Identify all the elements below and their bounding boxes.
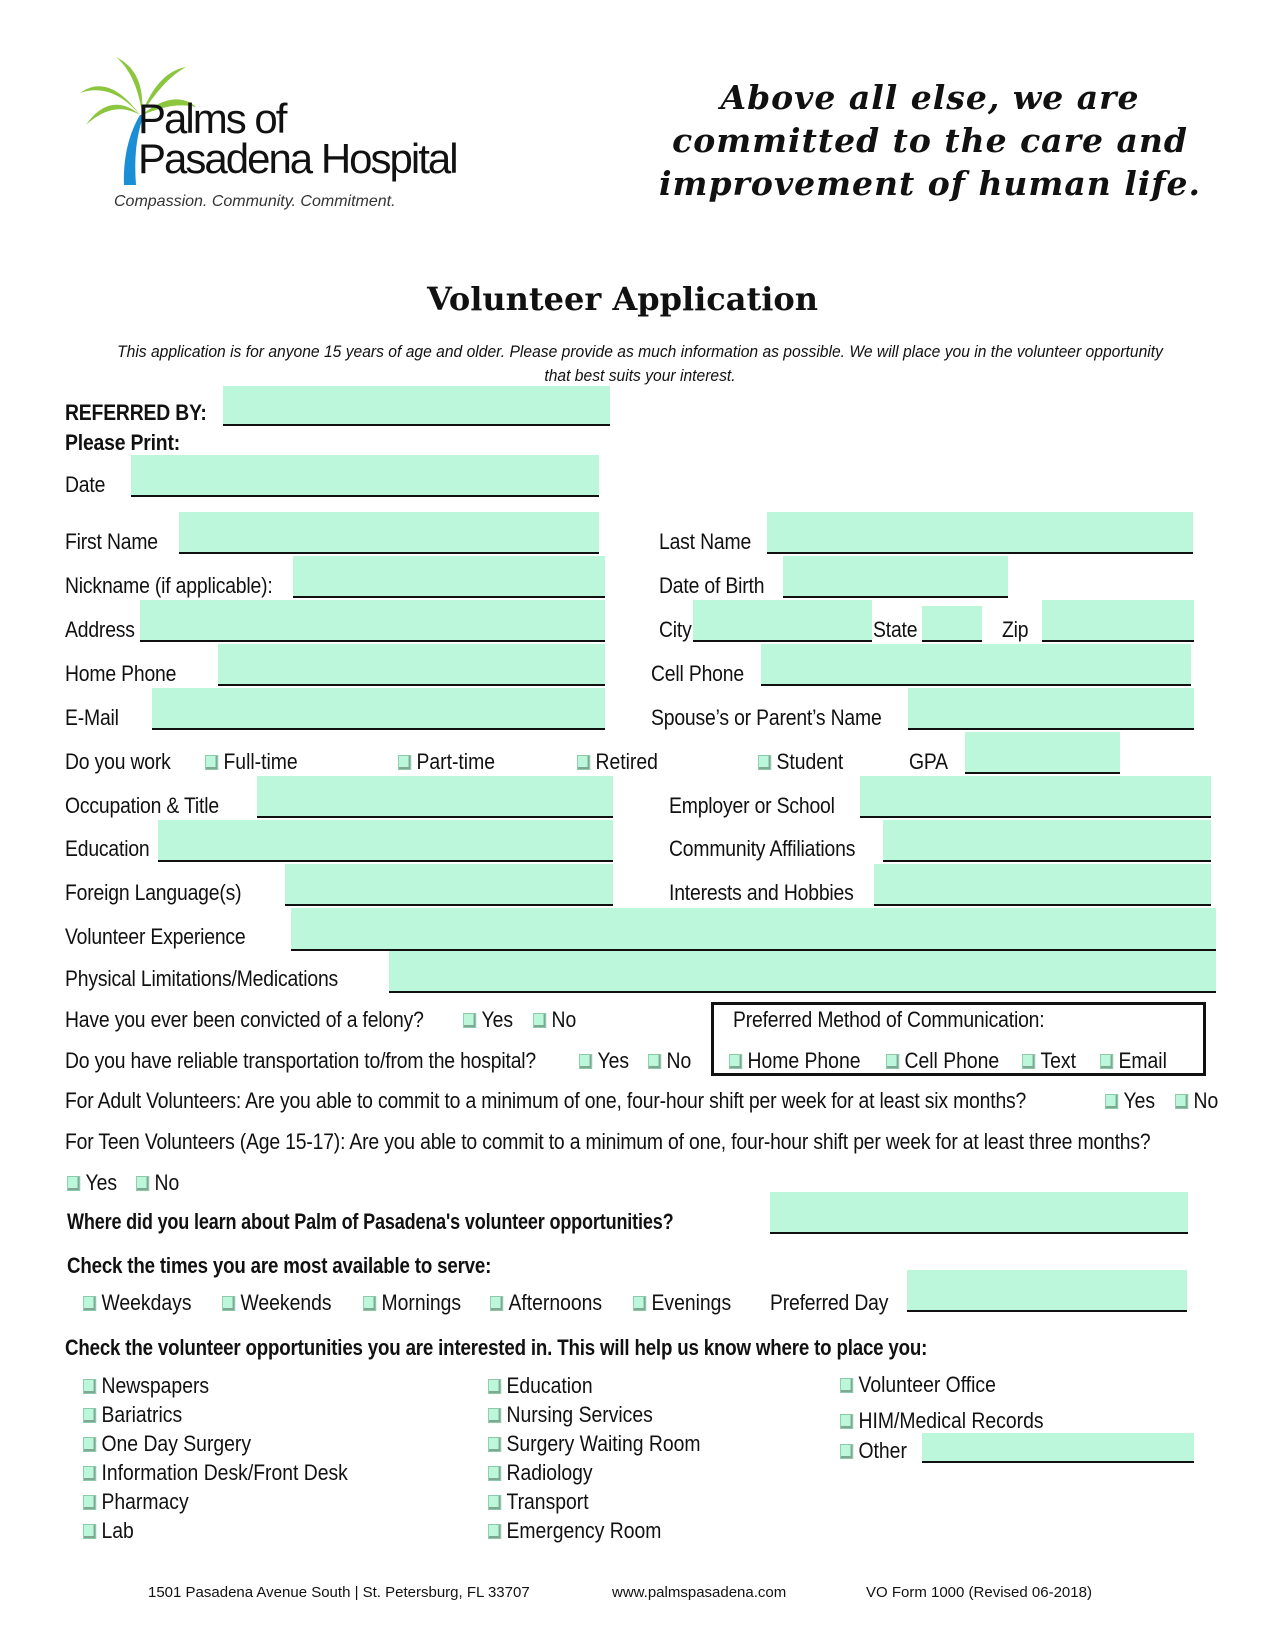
occupation-label: Occupation & Title: [65, 793, 219, 818]
option-label: Afternoons: [508, 1290, 603, 1315]
checkbox-icon[interactable]: [1100, 1054, 1113, 1069]
option-label: Education: [506, 1373, 593, 1398]
checkbox-icon[interactable]: [205, 755, 218, 770]
languages-field[interactable]: [285, 864, 613, 906]
opportunity-him-medical-records[interactable]: [840, 1408, 1044, 1434]
checkbox-icon[interactable]: [840, 1444, 853, 1459]
option-label: Mornings: [381, 1290, 462, 1315]
page-title: Volunteer Application: [426, 280, 819, 318]
comm-option-email[interactable]: [1100, 1048, 1167, 1074]
option-label: Lab: [101, 1518, 134, 1543]
checkbox-icon[interactable]: [840, 1378, 853, 1393]
opportunity-newspapers[interactable]: [83, 1373, 209, 1399]
logo-line2: Pasadena Hospital: [138, 135, 457, 182]
gpa-field[interactable]: [965, 732, 1120, 774]
transport-no[interactable]: [648, 1048, 691, 1074]
adult-yes[interactable]: [1105, 1088, 1155, 1114]
other-field[interactable]: [922, 1433, 1194, 1463]
checkbox-icon[interactable]: [840, 1414, 853, 1429]
checkbox-icon[interactable]: [83, 1437, 96, 1452]
felony-no[interactable]: [533, 1007, 576, 1033]
option-label: Bariatrics: [101, 1402, 183, 1427]
comm-option-text[interactable]: [1022, 1048, 1076, 1074]
opportunity-emergency-room[interactable]: [488, 1518, 661, 1544]
checkbox-icon[interactable]: [488, 1495, 501, 1510]
opportunity-radiology[interactable]: [488, 1460, 593, 1486]
felony-yes[interactable]: [463, 1007, 513, 1033]
opportunity-nursing-services[interactable]: [488, 1402, 653, 1428]
option-label: Radiology: [506, 1460, 593, 1485]
option-label: One Day Surgery: [101, 1431, 252, 1456]
education-field[interactable]: [158, 820, 613, 862]
option-label: Full-time: [223, 749, 298, 774]
spouse-parent-field[interactable]: [908, 688, 1194, 730]
option-label: Weekdays: [101, 1290, 192, 1315]
checkbox-icon[interactable]: [633, 1296, 646, 1311]
opportunity-pharmacy[interactable]: [83, 1489, 189, 1515]
checkbox-icon[interactable]: [83, 1296, 96, 1311]
checkbox-icon[interactable]: [463, 1013, 476, 1028]
work-option-retired[interactable]: [577, 749, 658, 775]
spouse-parent-label: Spouse’s or Parent’s Name: [651, 705, 882, 730]
slogan-line: improvement of human life.: [659, 164, 1201, 203]
checkbox-icon[interactable]: [83, 1524, 96, 1539]
checkbox-icon[interactable]: [729, 1054, 742, 1069]
comm-option-cell-phone[interactable]: [886, 1048, 999, 1074]
option-label: Yes: [85, 1170, 118, 1195]
nickname-label: Nickname (if applicable):: [65, 573, 273, 598]
option-label: Pharmacy: [101, 1489, 189, 1514]
option-label: Yes: [1123, 1088, 1156, 1113]
logo: [78, 55, 528, 220]
opportunity-bariatrics[interactable]: [83, 1402, 182, 1428]
email-label: E-Mail: [65, 705, 119, 730]
vol-exp-label: Volunteer Experience: [65, 924, 246, 949]
state-field[interactable]: [922, 606, 982, 642]
times-heading: Check the times you are most available to serve:: [67, 1253, 492, 1278]
checkbox-icon[interactable]: [1022, 1054, 1035, 1069]
interests-label: Interests and Hobbies: [669, 880, 854, 905]
checkbox-icon[interactable]: [579, 1054, 592, 1069]
option-label: Nursing Services: [506, 1402, 653, 1427]
work-label: Do you work: [65, 749, 171, 774]
opportunity-surgery-waiting-room[interactable]: [488, 1431, 701, 1457]
limitations-label: Physical Limitations/Medications: [65, 966, 339, 991]
preferred-day-label: Preferred Day: [770, 1290, 889, 1315]
opportunities-heading: Check the volunteer opportunities you are interested in. This will help us know where to place you:: [65, 1335, 928, 1360]
work-option-full-time[interactable]: [205, 749, 298, 775]
logo-line1: Palms of: [138, 95, 286, 142]
transport-yes[interactable]: [579, 1048, 629, 1074]
footer-website[interactable]: www.palmspasadena.com: [612, 1584, 787, 1601]
nickname-field[interactable]: [293, 556, 605, 598]
option-label: Student: [776, 749, 844, 774]
learn-question: Where did you learn about Palm of Pasadena's volunteer opportunities?: [67, 1209, 674, 1234]
last-name-field[interactable]: [767, 512, 1193, 554]
time-option-weekends[interactable]: [222, 1290, 332, 1316]
checkbox-icon[interactable]: [488, 1408, 501, 1423]
employer-label: Employer or School: [669, 793, 835, 818]
opportunity-volunteer-office[interactable]: [840, 1372, 996, 1398]
opportunity-transport[interactable]: [488, 1489, 589, 1515]
checkbox-icon[interactable]: [363, 1296, 376, 1311]
checkbox-icon[interactable]: [758, 755, 771, 770]
interests-field[interactable]: [874, 864, 1211, 906]
option-label: HIM/Medical Records: [858, 1408, 1044, 1433]
option-label: Email: [1118, 1048, 1167, 1073]
option-label: Other: [858, 1438, 907, 1463]
teen-yes[interactable]: [67, 1170, 117, 1196]
opportunity-lab[interactable]: [83, 1518, 134, 1544]
teen-question: For Teen Volunteers (Age 15-17): Are you able to commit to a minimum of one, four-hour shift per week for at least three months?: [65, 1129, 1151, 1154]
address-field[interactable]: [140, 600, 605, 642]
learn-field[interactable]: [770, 1192, 1188, 1234]
opportunity-education[interactable]: [488, 1373, 593, 1399]
option-label: No: [666, 1048, 692, 1073]
felony-question: Have you ever been convicted of a felony?: [65, 1007, 424, 1032]
gpa-label: GPA: [909, 749, 948, 774]
option-label: Yes: [597, 1048, 630, 1073]
home-phone-field[interactable]: [218, 644, 605, 686]
community-field[interactable]: [883, 820, 1211, 862]
zip-label: Zip: [1002, 617, 1029, 642]
transport-question: Do you have reliable transportation to/from the hospital?: [65, 1048, 537, 1073]
intro-text: This application is for anyone 15 years of age and older. Please provide as much information as possible. We will place you in the volunteer opportunity that best suits your interest.: [117, 342, 1163, 385]
option-label: No: [1193, 1088, 1219, 1113]
dob-label: Date of Birth: [659, 573, 765, 598]
logo-tagline: Compassion. Community. Commitment.: [114, 193, 396, 210]
checkbox-icon[interactable]: [1105, 1094, 1118, 1109]
checkbox-icon[interactable]: [136, 1176, 149, 1191]
checkbox-icon[interactable]: [886, 1054, 899, 1069]
checkbox-icon[interactable]: [488, 1437, 501, 1452]
teen-no[interactable]: [136, 1170, 179, 1196]
limitations-field[interactable]: [389, 951, 1216, 993]
home-phone-label: Home Phone: [65, 661, 177, 686]
checkbox-icon[interactable]: [488, 1379, 501, 1394]
adult-question: For Adult Volunteers: Are you able to commit to a minimum of one, four-hour shift per week for at least six months?: [65, 1088, 1027, 1113]
first-name-label: First Name: [65, 529, 158, 554]
option-label: Yes: [481, 1007, 514, 1032]
opportunity-other[interactable]: [840, 1438, 907, 1464]
date-label: Date: [65, 472, 106, 497]
cell-phone-label: Cell Phone: [651, 661, 744, 686]
time-option-evenings[interactable]: [633, 1290, 731, 1316]
option-label: No: [154, 1170, 180, 1195]
email-field[interactable]: [152, 688, 605, 730]
vol-exp-field[interactable]: [291, 908, 1216, 951]
state-label: State: [873, 617, 918, 642]
opportunity-one-day-surgery[interactable]: [83, 1431, 251, 1457]
option-label: Part-time: [416, 749, 496, 774]
work-option-part-time[interactable]: [398, 749, 495, 775]
dob-field[interactable]: [783, 556, 1008, 598]
option-label: No: [551, 1007, 577, 1032]
slogan: [640, 76, 1220, 205]
checkbox-icon[interactable]: [67, 1176, 80, 1191]
time-option-mornings[interactable]: [363, 1290, 461, 1316]
option-label: Weekends: [240, 1290, 332, 1315]
time-option-weekdays[interactable]: [83, 1290, 192, 1316]
checkbox-icon[interactable]: [1175, 1094, 1188, 1109]
option-label: Volunteer Office: [858, 1372, 996, 1397]
option-label: Surgery Waiting Room: [506, 1431, 701, 1456]
checkbox-icon[interactable]: [577, 755, 590, 770]
last-name-label: Last Name: [659, 529, 752, 554]
time-option-afternoons[interactable]: [490, 1290, 602, 1316]
languages-label: Foreign Language(s): [65, 880, 242, 905]
city-field[interactable]: [693, 600, 872, 642]
option-label: Emergency Room: [506, 1518, 662, 1543]
checkbox-icon[interactable]: [83, 1495, 96, 1510]
communication-title: Preferred Method of Communication:: [733, 1007, 1045, 1032]
option-label: Home Phone: [747, 1048, 861, 1073]
checkbox-icon[interactable]: [83, 1379, 96, 1394]
slogan-line: committed to the care and: [672, 121, 1188, 160]
option-label: Information Desk/Front Desk: [101, 1460, 348, 1485]
option-label: Cell Phone: [904, 1048, 1000, 1073]
community-label: Community Affiliations: [669, 836, 856, 861]
option-label: Text: [1040, 1048, 1076, 1073]
address-label: Address: [65, 617, 135, 642]
footer-address: 1501 Pasadena Avenue South | St. Petersburg, FL 33707: [148, 1584, 530, 1601]
opportunity-information-desk[interactable]: [83, 1460, 348, 1486]
employer-field[interactable]: [860, 776, 1211, 818]
checkbox-icon[interactable]: [488, 1524, 501, 1539]
work-option-student[interactable]: [758, 749, 843, 775]
checkbox-icon[interactable]: [488, 1466, 501, 1481]
slogan-line: Above all else, we are: [720, 78, 1140, 117]
option-label: Evenings: [651, 1290, 732, 1315]
zip-field[interactable]: [1042, 600, 1194, 642]
education-label: Education: [65, 836, 150, 861]
first-name-field[interactable]: [179, 512, 599, 554]
occupation-field[interactable]: [257, 776, 613, 818]
comm-option-home-phone[interactable]: [729, 1048, 860, 1074]
checkbox-icon[interactable]: [222, 1296, 235, 1311]
footer-form-id: VO Form 1000 (Revised 06-2018): [866, 1584, 1092, 1601]
footer: [148, 1584, 530, 1601]
checkbox-icon[interactable]: [398, 755, 411, 770]
referred-by-label: REFERRED BY:: [65, 400, 207, 425]
checkbox-icon[interactable]: [648, 1054, 661, 1069]
preferred-day-field[interactable]: [907, 1270, 1187, 1312]
date-field[interactable]: [131, 455, 599, 497]
cell-phone-field[interactable]: [761, 644, 1191, 686]
checkbox-icon[interactable]: [533, 1013, 546, 1028]
option-label: Retired: [595, 749, 658, 774]
checkbox-icon[interactable]: [490, 1296, 503, 1311]
city-label: City: [659, 617, 692, 642]
referred-by-field[interactable]: [223, 386, 610, 426]
option-label: Transport: [506, 1489, 589, 1514]
checkbox-icon[interactable]: [83, 1466, 96, 1481]
checkbox-icon[interactable]: [83, 1408, 96, 1423]
option-label: Newspapers: [101, 1373, 210, 1398]
please-print-label: Please Print:: [65, 430, 181, 455]
adult-no[interactable]: [1175, 1088, 1218, 1114]
